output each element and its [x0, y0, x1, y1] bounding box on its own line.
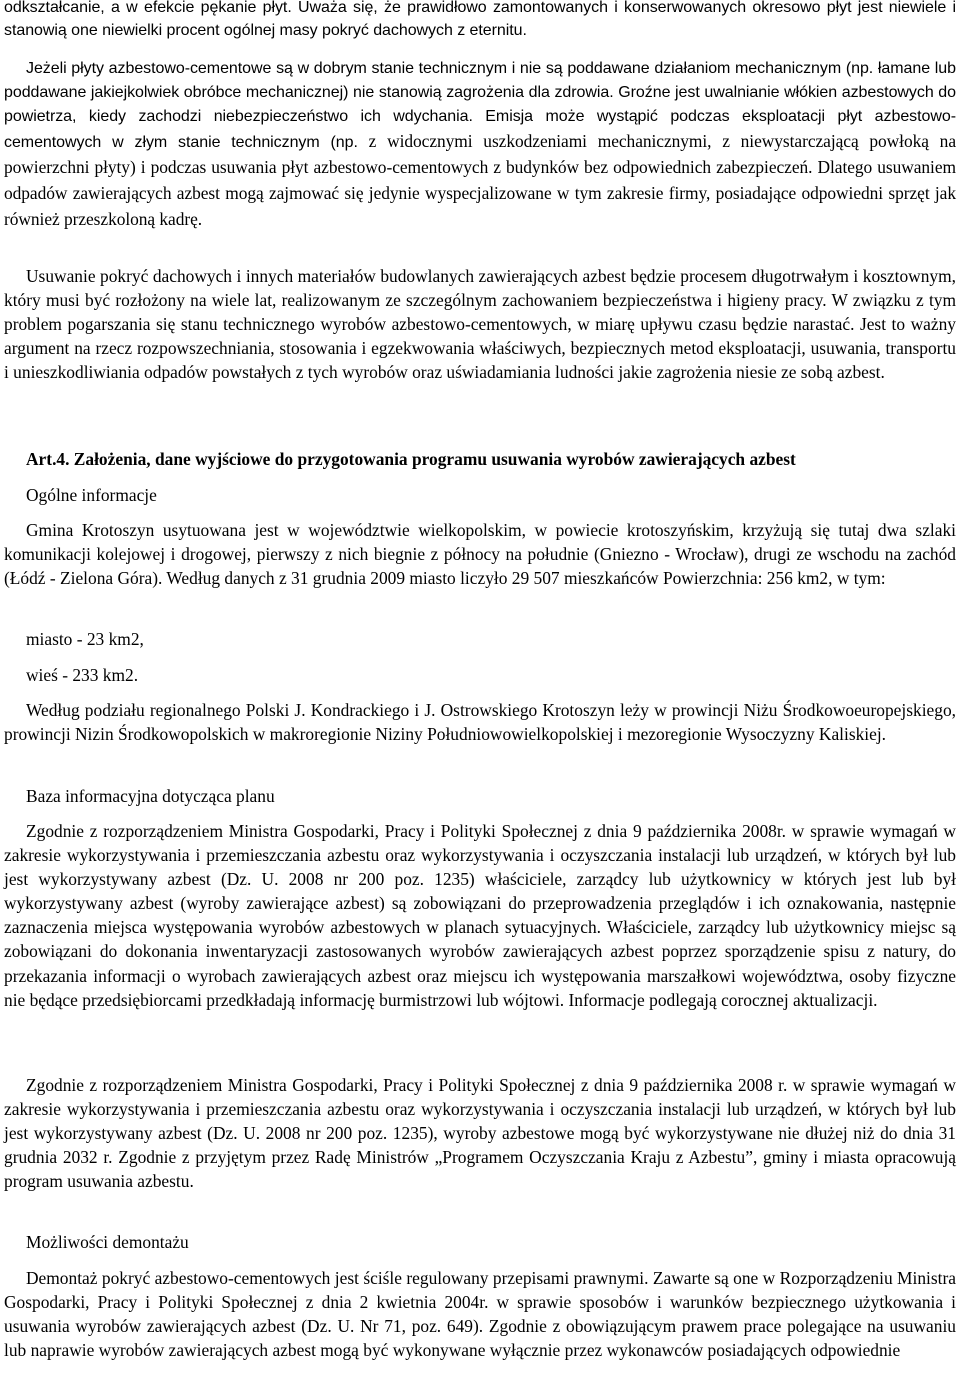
area-village-item [4, 663, 956, 687]
intro-paragraph-1 [4, 0, 956, 43]
regional-paragraph [4, 698, 956, 746]
area-village-text: wieś - 233 km2. [26, 665, 139, 685]
regional-text: Według podziału regionalnego Polski J. Kondrackiego i J. Ostrowskiego Krotoszyn leży w prowincji Niżu Środkowoeuropejskiego, prowincji Nizin Środkowopolskich w makroregionie Niziny Południowowielkopolskiej i mezoregionie Wysoczyzny Kaliskiej. [4, 700, 956, 745]
intro-text-2 [4, 57, 956, 233]
regulation-text-1: Zgodnie z rozporządzeniem Ministra Gospodarki, Pracy i Polityki Społecznej z dnia 9 października 2008r. w sprawie wymagań w zakresie wykorzystywania i przemieszczania azbestu oraz wykorzystywania i oczyszczania instalacji lub urządzeń, w których był lub jest wykorzystywany azbest (Dz. U. 2008 nr 200 poz. 1235) właściciele, zarządcy lub użytkownicy w których jest lub był wykorzystywany azbest (wyroby zawierające azbest) są zobowiązani do przeprowadzenia przeglądów i ich oznakowania, następnie zaznaczenia miejsca występowania wyrobów azbestowych w planach sytuacyjnych. Właściciele, zarządcy lub użytkownicy miejsc są zobowiązani do dokonania inwentaryzacji zastosowanych wyrobów zawierających azbest poprzez sporządzenie spisu z natury, do przekazania informacji o wyrobach zawierających azbest oraz miejscu ich występowania marszałkowi województwa, osoby fizyczne nie będące przedsiębiorcami przedkładają informację burmistrzowi lub wójtowi. Informacje podlegają corocznej aktualizacji. [4, 821, 956, 1010]
gmina-text: Gmina Krotoszyn usytuowana jest w województwie wielkopolskim, w powiecie krotoszyńskim, krzyżują się tutaj dwa szlaki komunikacji kolejowej i drogowej, pierwszy z nich biegnie z północy na południe (Gniezno - Wrocław), drugi ze wschodu na zachód (Łódź - Zielona Góra). Według danych z 31 grudnia 2009 miasto liczyło 29 507 mieszkańców Powierzchnia: 256 km2, w tym: [4, 520, 956, 589]
area-city-text: miasto - 23 km2, [26, 629, 144, 649]
general-info-block [4, 483, 956, 507]
area-city-item [4, 627, 956, 651]
dismantling-text: Demontaż pokryć azbestowo-cementowych jest ściśle regulowany przepisami prawnymi. Zawarte są one w Rozporządzeniu Ministra Gospodarki, Pracy i Polityki Społecznej z dnia 2 kwietnia 2004r. w sprawie sposobów i warunków bezpiecznego użytkowania i usuwania wyrobów zawierających azbest (Dz. U. Nr 71, poz. 649). Zgodnie z obowiązującym prawem prace polegające na usuwaniu lub naprawie wyrobów zawierających azbest mogą być wykonywane wyłącznie przez wykonawców posiadających odpowiednie [4, 1268, 956, 1361]
regulation-paragraph-2 [4, 1073, 956, 1193]
intro-text-1: odkształcanie, a w efekcie pękanie płyt. Uważa się, że prawidłowo zamontowanych i konserwowanych okresowo płyt jest niewiele i stanowią one niewielki procent ogólnej masy pokryć dachowych z eternitu. [4, 0, 956, 40]
dismantling-paragraph [4, 1266, 956, 1362]
art-heading-block [4, 447, 956, 471]
subsection-title-base-info: Baza informacyjna dotycząca planu [26, 786, 275, 806]
section-heading: Art.4. Założenia, dane wyjściowe do przygotowania programu usuwania wyrobów zawierających azbest [26, 449, 796, 469]
removal-paragraph [4, 264, 956, 384]
base-info-block [4, 784, 956, 808]
intro-text-2-serif: z widocznymi uszkodzeniami mechanicznymi, z niewystarczającą powłoką na powierzchni płyty) i podczas usuwania płyt azbestowo-cementowych z budynków bez odpowiednich zabezpieczeń. Dlatego usuwaniem odpadów zawierających azbest mogą zajmować się jedynie wyspecjalizowane w tym zakresie firmy, posiadające odpowiedni sprzęt jak również przeszkoloną kadrę. [4, 131, 956, 229]
intro-paragraph-2 [4, 57, 956, 233]
regulation-paragraph-1 [4, 819, 956, 1012]
subsection-title-dismantling: Możliwości demontażu [26, 1232, 189, 1252]
dismantling-block [4, 1230, 956, 1254]
regulation-text-2: Zgodnie z rozporządzeniem Ministra Gospodarki, Pracy i Polityki Społecznej z dnia 9 października 2008 r. w sprawie wymagań w zakresie wykorzystywania i przemieszczania azbestu oraz wykorzystywania i oczyszczania instalacji lub urządzeń, w których był lub jest wykorzystywany azbest (Dz. U. 2008 nr 200 poz. 1235), wyroby azbestowe mogą być wykorzystywane nie dłużej niż do dnia 31 grudnia 2032 r. Zgodnie z przyjętym przez Radę Ministrów „Programem Oczyszczania Kraju z Azbestu”, gminy i miasta opracowują program usuwania azbestu. [4, 1075, 956, 1192]
gmina-paragraph [4, 518, 956, 590]
subsection-title-general-info: Ogólne informacje [26, 485, 157, 505]
removal-text: Usuwanie pokryć dachowych i innych materiałów budowlanych zawierających azbest będzie procesem długotrwałym i kosztownym, który musi być rozłożony na wiele lat, realizowanym ze szczególnym zachowaniem bezpieczeństwa i higieny pracy. W związku z tym problem pogarszania się stanu technicznego wyrobów azbestowo-cementowych, w miarę upływu czasu będzie narastać. Jest to ważny argument na rzecz rozpowszechniania, stosowania i egzekwowania właściwych, bezpiecznych metod eksploatacji, usuwania, transportu i unieszkodliwiania odpadów powstałych z tych wyrobów oraz uświadamiania ludności jakie zagrożenia niesie ze sobą azbest. [4, 266, 956, 383]
intro-text-2-sans: Jeżeli płyty azbestowo-cementowe są w dobrym stanie technicznym i nie są poddawane działaniom mechanicznym (np. łamane lub poddawane jakiejkolwiek obróbce mechanicznej) nie stanowią zagrożenia dla zdrowia. Groźne jest uwalnianie włókien azbestowych do powietrza, kiedy zachodzi niebezpieczeństwo ich wdychania. Emisja może wystąpić podczas eksploatacji płyt azbestowo-cementowych w złym stanie technicznym (np. [4, 60, 956, 151]
